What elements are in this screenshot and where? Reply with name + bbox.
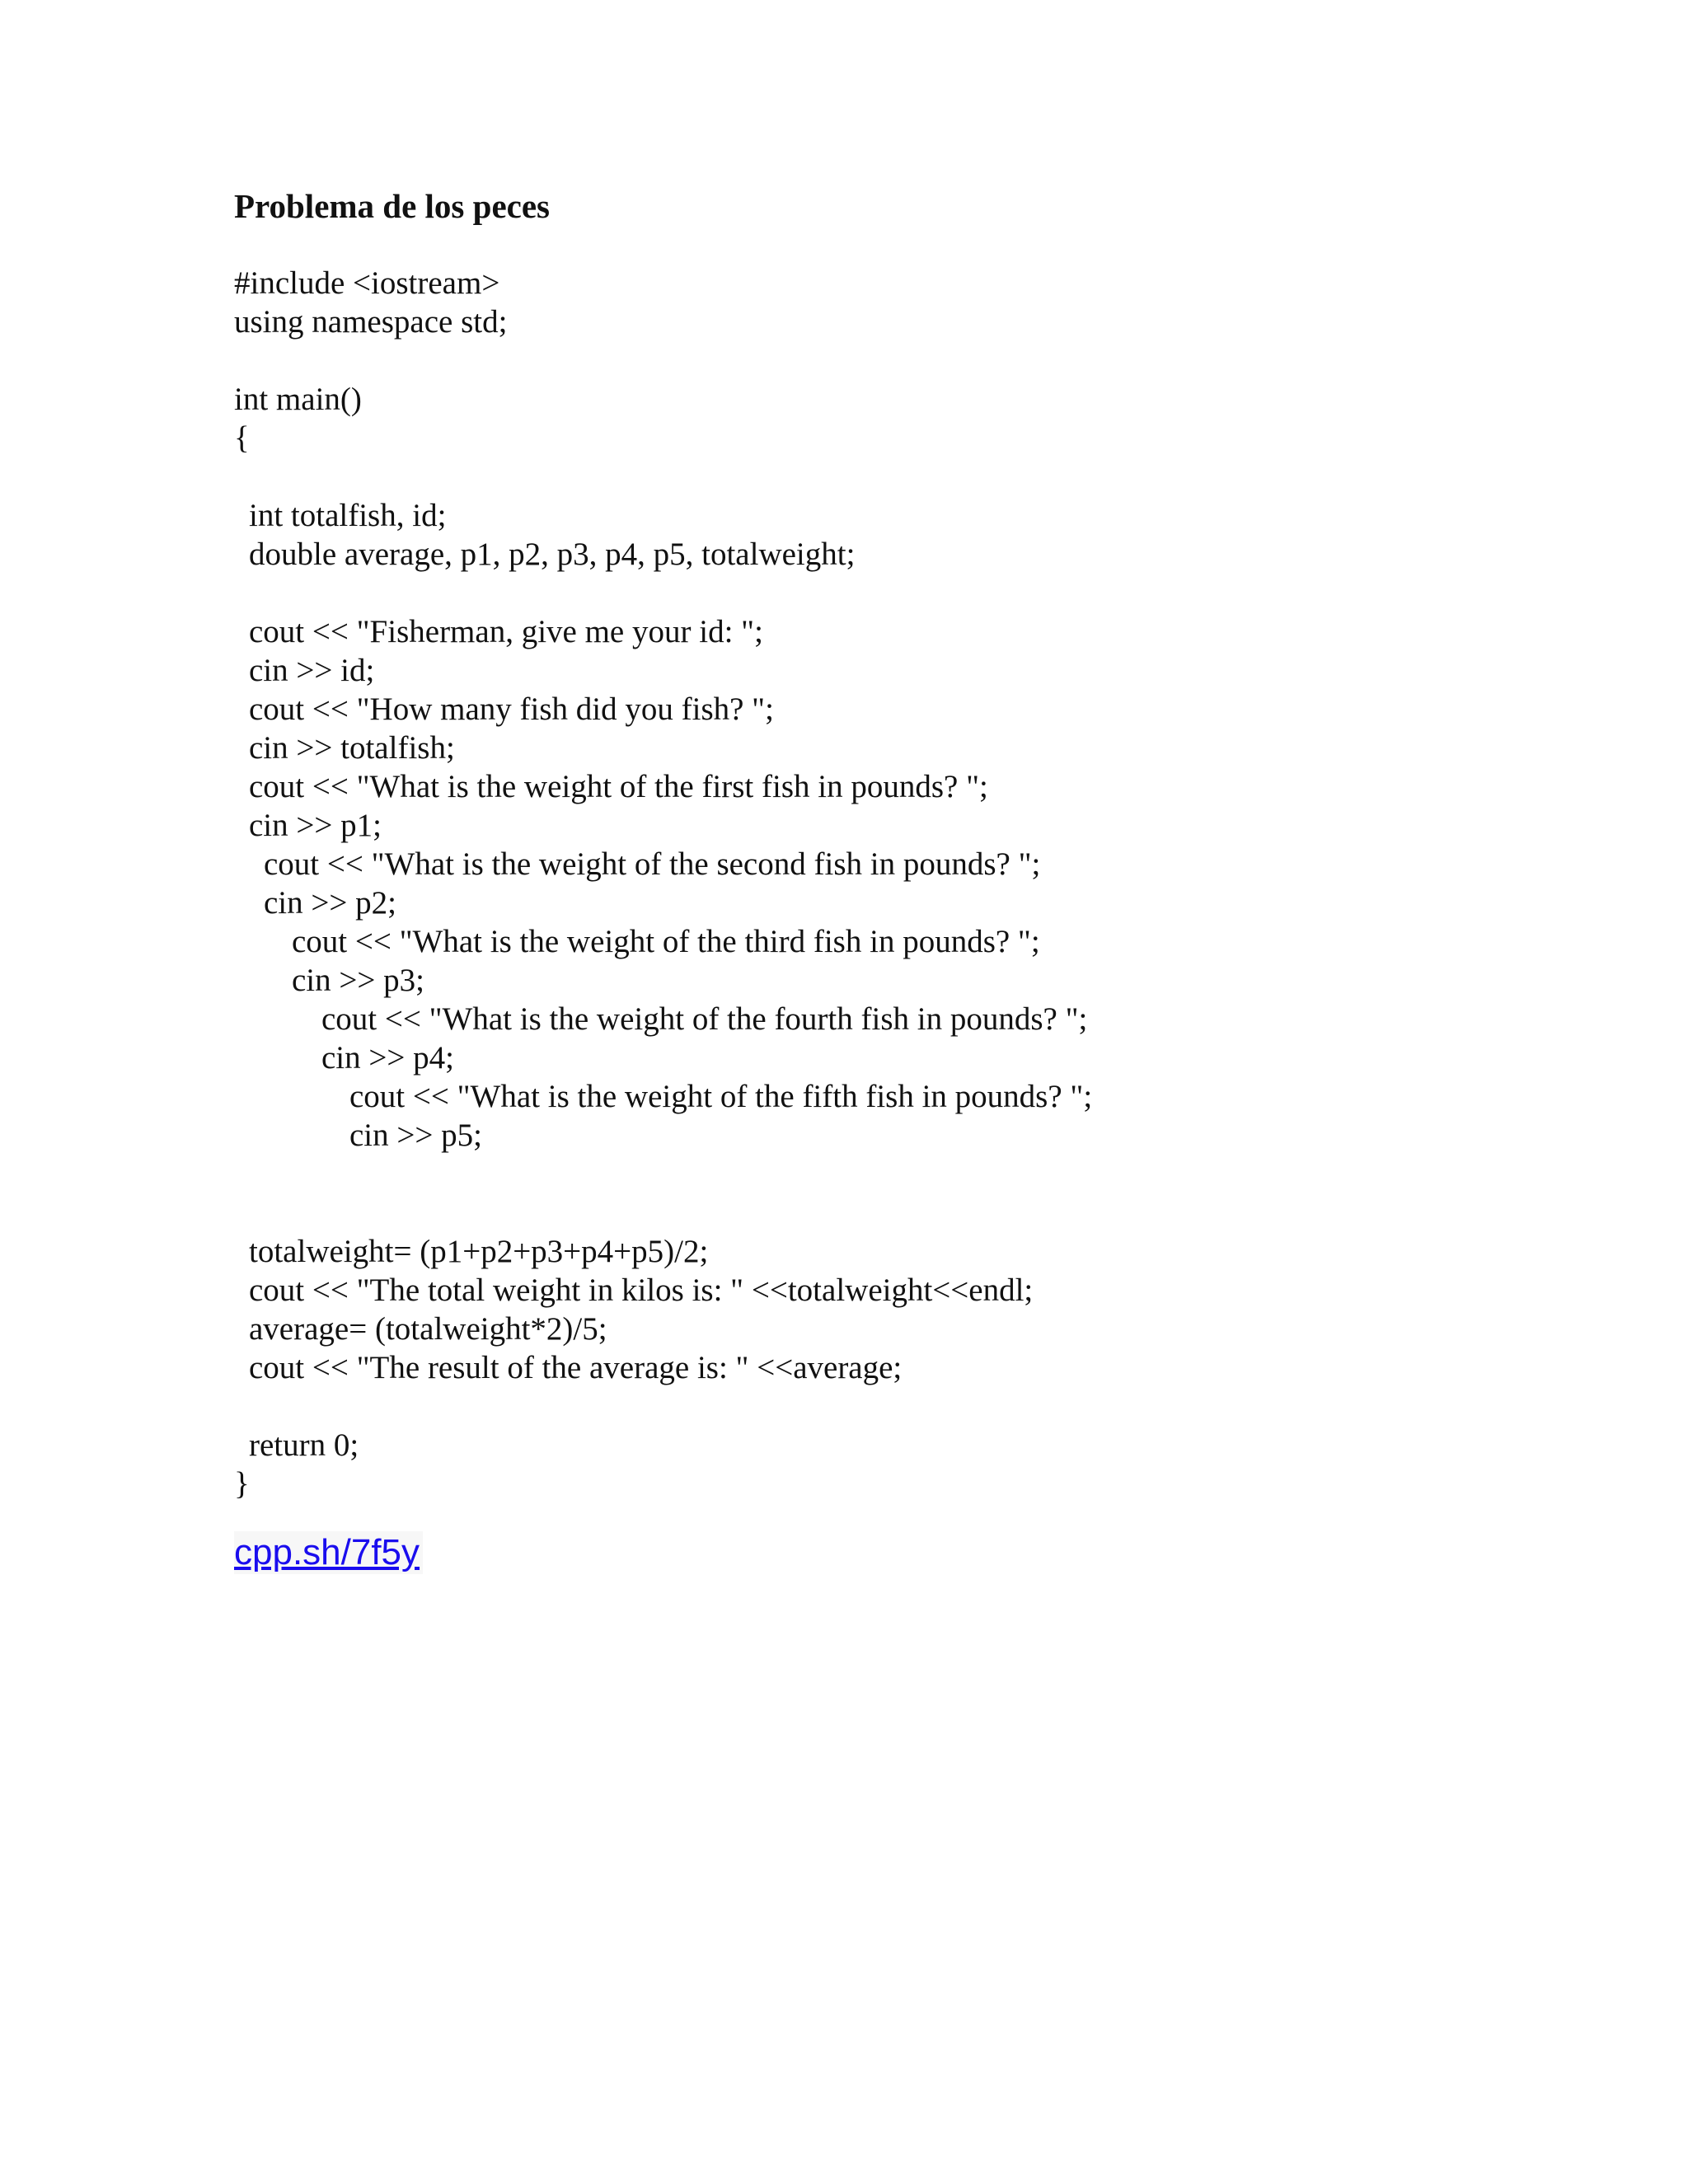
document-content <box>234 186 1553 1574</box>
code-line: cout << "The result of the average is: " <<average; <box>249 1350 903 1385</box>
code-line: { <box>234 420 250 456</box>
code-line: cin >> totalfish; <box>249 730 455 766</box>
code-line: using namespace std; <box>234 304 508 340</box>
code-line: cin >> p2; <box>264 885 396 921</box>
code-line: average= (totalweight*2)/5; <box>249 1311 607 1347</box>
blank-line <box>234 457 1553 496</box>
code-line: int main() <box>234 382 362 417</box>
code-line: cin >> p3; <box>292 963 424 998</box>
code-block <box>234 264 1553 1503</box>
blank-line <box>234 574 1553 612</box>
blank-line <box>234 1387 1553 1426</box>
code-line: cout << "What is the weight of the fifth fish in pounds? "; <box>349 1079 1093 1114</box>
code-line: totalweight= (p1+p2+p3+p4+p5)/2; <box>249 1234 709 1269</box>
code-line: #include <iostream> <box>234 265 500 301</box>
blank-line <box>234 1155 1553 1232</box>
code-line: } <box>234 1466 250 1502</box>
code-line: int totalfish, id; <box>249 498 447 533</box>
cpp-sh-link[interactable]: cpp.sh/7f5y <box>234 1531 423 1574</box>
code-line: cout << "What is the weight of the first fish in pounds? "; <box>249 769 988 804</box>
code-line: return 0; <box>249 1427 359 1463</box>
code-line: cout << "What is the weight of the third fish in pounds? "; <box>292 924 1040 959</box>
code-line: cin >> p5; <box>349 1118 482 1153</box>
code-line: cout << "The total weight in kilos is: " <<totalweight<<endl; <box>249 1272 1034 1308</box>
code-line: cin >> p1; <box>249 808 382 843</box>
code-line: cin >> id; <box>249 653 375 688</box>
code-line: double average, p1, p2, p3, p4, p5, totalweight; <box>249 537 856 572</box>
code-line: cout << "Fisherman, give me your id: "; <box>249 614 763 649</box>
code-line: cout << "What is the weight of the second fish in pounds? "; <box>264 846 1041 882</box>
blank-line <box>234 341 1553 380</box>
code-line: cin >> p4; <box>321 1040 454 1076</box>
document-title: Problema de los peces <box>234 187 550 225</box>
code-line: cout << "How many fish did you fish? "; <box>249 691 774 727</box>
code-line: cout << "What is the weight of the fourth fish in pounds? "; <box>321 1001 1088 1037</box>
